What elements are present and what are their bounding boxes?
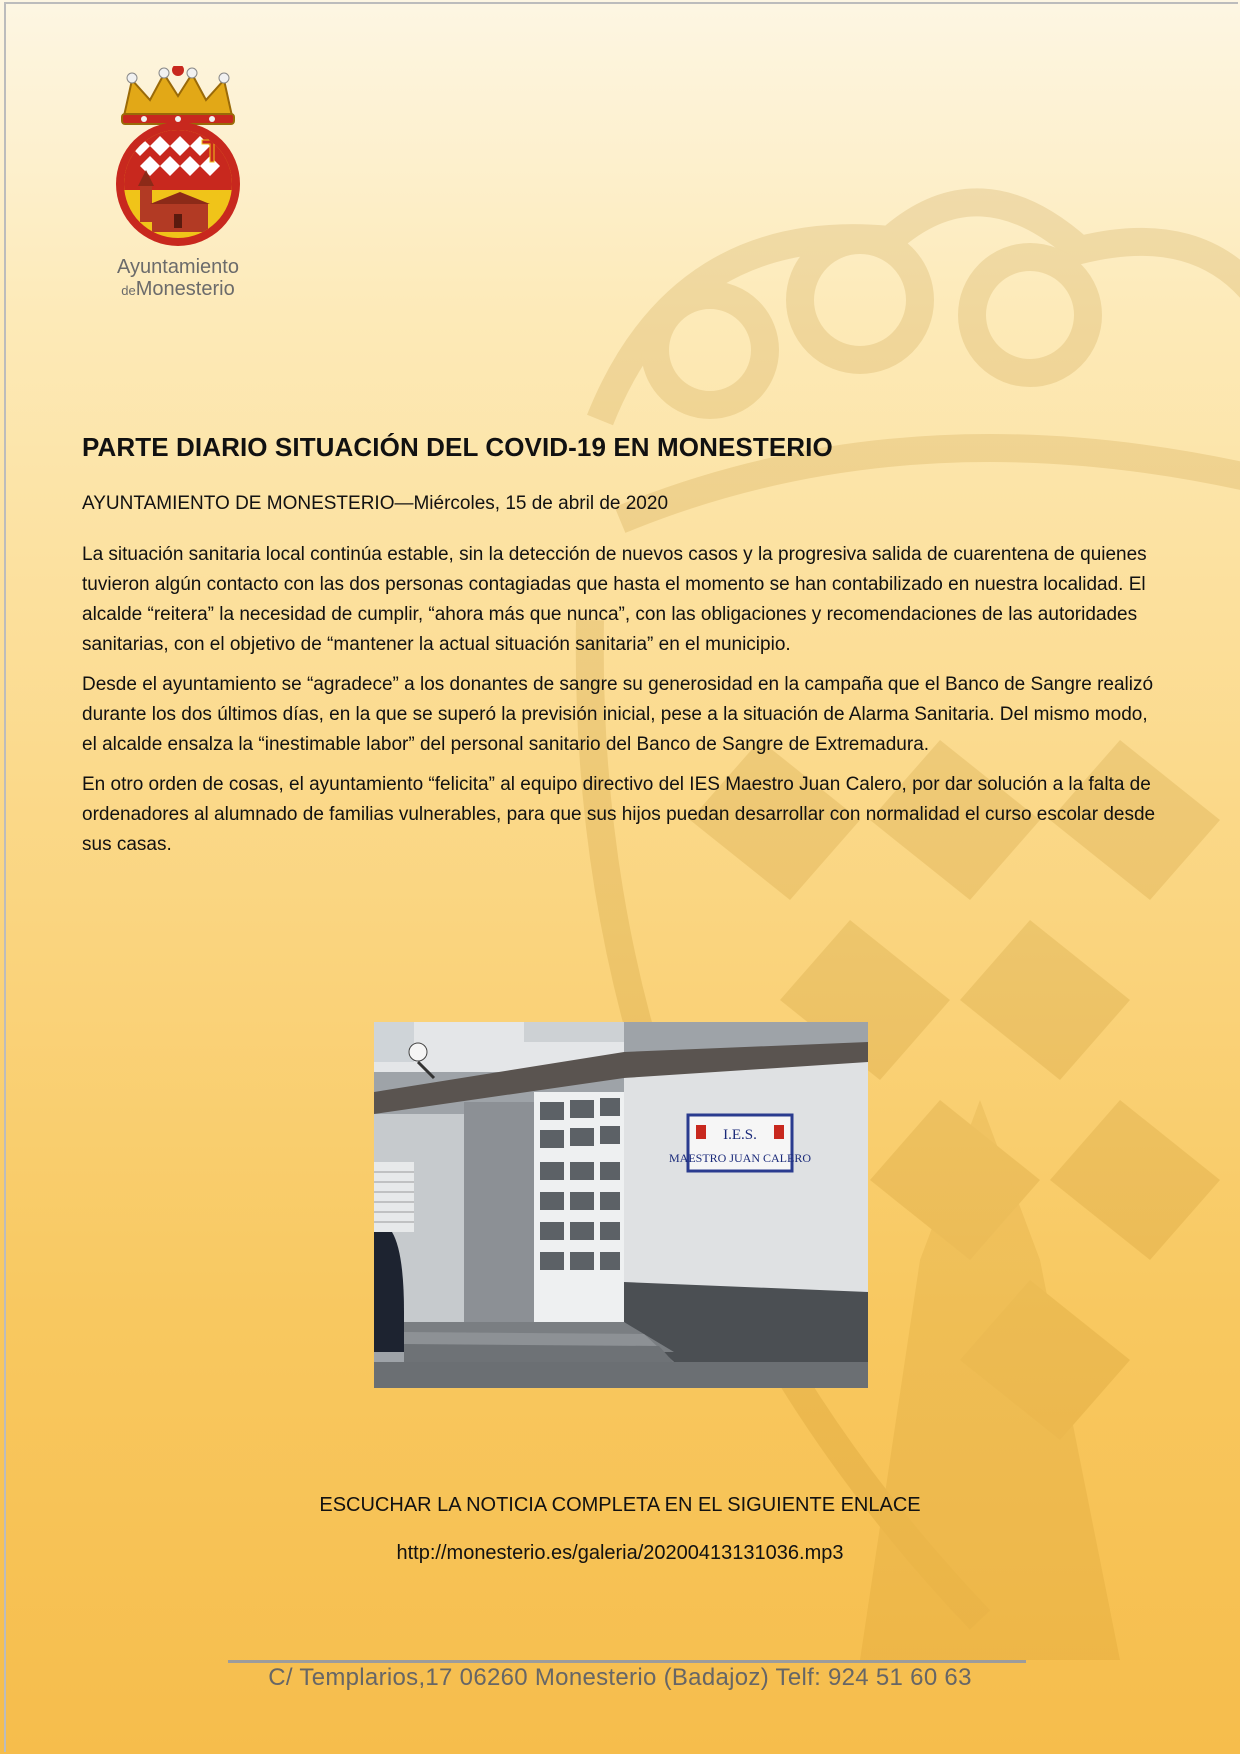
listen-label: ESCUCHAR LA NOTICIA COMPLETA EN EL SIGUIENTE ENLACE [319, 1494, 921, 1516]
paragraph-1: La situación sanitaria local continúa estable, sin la detección de nuevos casos y la progresiva salida de cuarentena de quienes tuvieron algún contacto con las dos personas contagiadas que hasta el momento se han contabilizado en nuestra localidad. El alcalde “reitera” la necesidad de cumplir, “ahora más que nunca”, con las obligaciones y recomendaciones de las autoridades sanitarias, con el objetivo de “mantener la actual situación sanitaria” en el municipio. [82, 544, 1147, 655]
logo-line-1: Ayuntamiento [117, 256, 239, 278]
sign-line-1: I.E.S. [723, 1127, 757, 1143]
municipality-name [108, 256, 248, 302]
school-photo [374, 1022, 868, 1388]
paragraph-2: Desde el ayuntamiento se “agradece” a los donantes de sangre su generosidad en la campaña que el Banco de Sangre realizó durante los dos últimos días, en la que se superó la previsión inicial, pese a la situación de Alarma Sanitaria. Del mismo modo, el alcalde ensalza la “inestimable labor” del personal sanitario del Banco de Sangre de Extremadura. [82, 674, 1154, 755]
article-body [82, 540, 1162, 870]
footer-address: C/ Templarios,17 06260 Monesterio (Badajoz) Telf: 924 51 60 63 [268, 1664, 972, 1691]
crest-watermark [560, 100, 1240, 1660]
logo-line-2 [108, 278, 248, 302]
sign-line-2: MAESTRO JUAN CALERO [668, 1151, 812, 1165]
footer-divider [228, 1660, 1026, 1663]
coat-of-arms-logo [110, 66, 246, 250]
article-title: PARTE DIARIO SITUACIÓN DEL COVID-19 EN MONESTERIO [82, 432, 833, 462]
paragraph-3: En otro orden de cosas, el ayuntamiento “felicita” al equipo directivo del IES Maestro Juan Calero, por dar solución a la falta de ordenadores al alumnado de familias vulnerables, para que sus hijos puedan desarrollar con normalidad el curso escolar desde sus casas. [82, 774, 1156, 855]
article-byline: AYUNTAMIENTO DE MONESTERIO—Miércoles, 15 de abril de 2020 [82, 493, 669, 514]
logo-prefix: de [121, 283, 136, 298]
audio-link[interactable]: http://monesterio.es/galeria/20200413131036.mp3 [396, 1542, 844, 1564]
logo-line-2-text: Monesterio [135, 278, 235, 300]
